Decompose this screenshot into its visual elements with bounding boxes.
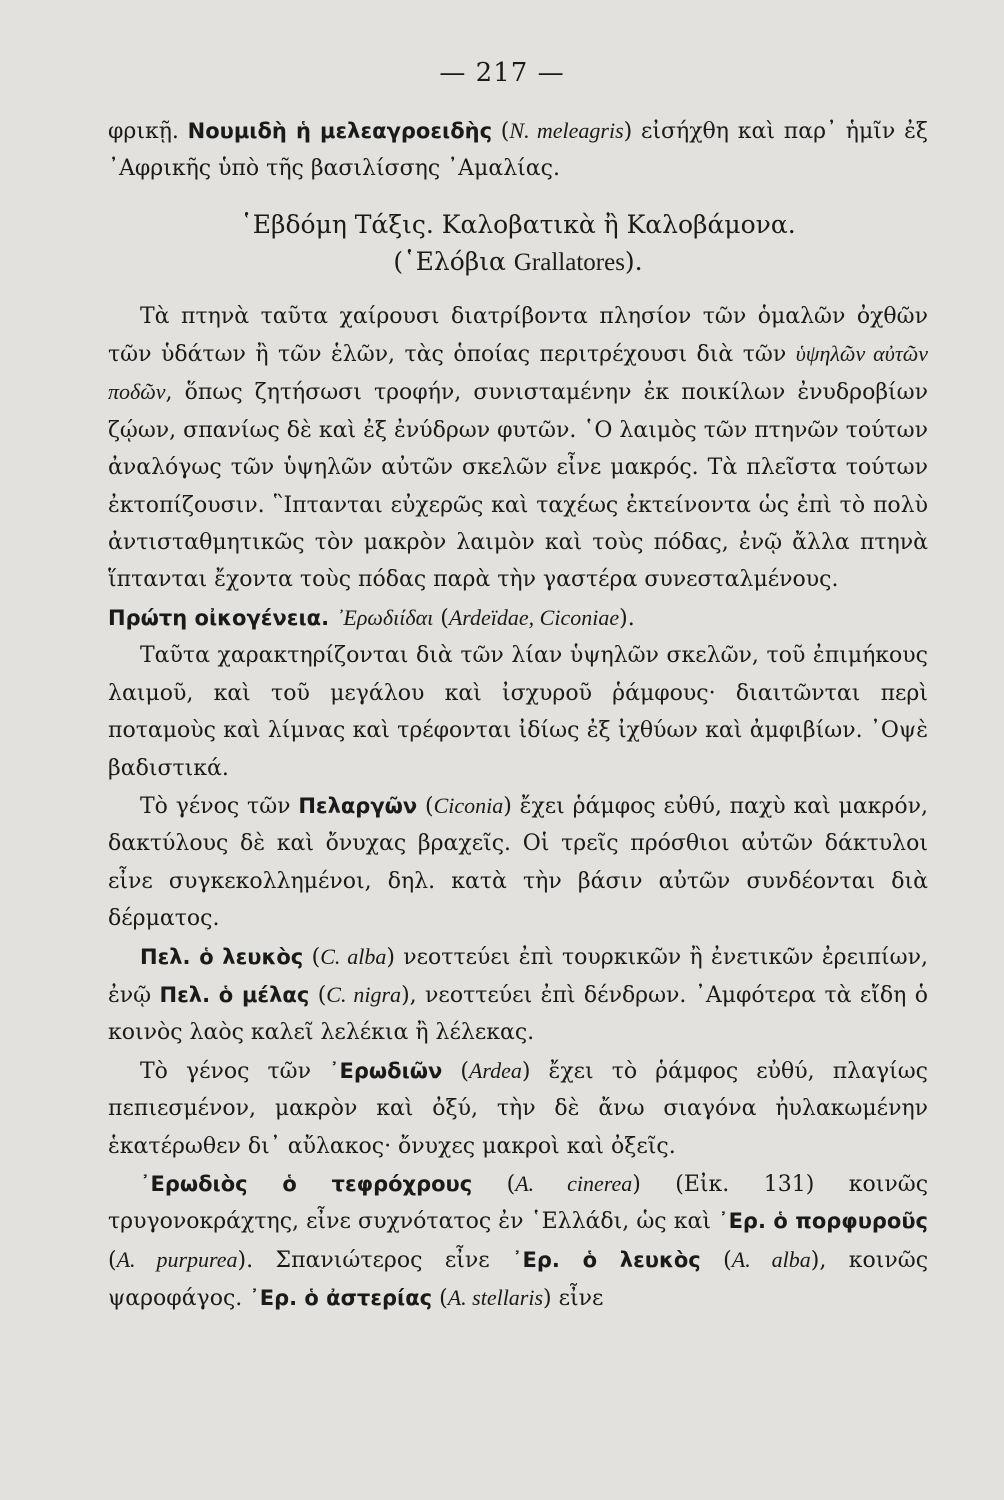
latin-name: Ardea — [468, 1057, 522, 1083]
species-name-bold: ᾽Ερ. ὁ πορφυροῦς — [718, 1209, 928, 1234]
paragraph-herons — [108, 1165, 928, 1318]
paragraph-numida — [108, 112, 928, 188]
text-run: ). — [619, 605, 635, 631]
latin-name: Ardeïdae, Ciconiae — [448, 604, 620, 630]
text-run: ( — [442, 1058, 469, 1084]
latin-name: C. alba — [320, 943, 387, 969]
text-run: ( — [700, 1247, 732, 1273]
text-run: , ὅπως ζητήσωσι τροφήν, συνισταμένην ἐκ ποικίλων ἐνυδροβίων ζῴων, σπανίως δὲ καὶ ἐξ ἐνύδρων φυτῶν. ῾Ο λαιμὸς τῶν πτηνῶν τούτων ἀναλόγως τῶν ὑψηλῶν αὐτῶν σκελῶν εἶνε μακρός. Τὰ πλεῖστα τούτων ἐκτοπίζουσιν. ῝Ιπτανται εὐχερῶς καὶ ταχέως ἐκτείνοντα ὡς ἐπὶ τὸ πολὺ ἀντισταθμητικῶς τὸν μακρὸν λαιμὸν καὶ τοὺς πόδας, ἐνῷ ἄλλα πτηνὰ ἵπτανται ἔχοντα τοὺς πόδας παρὰ τὴν γαστέρα συνεσταλμένους. — [108, 380, 928, 593]
text-run: ) εἰσήχθη καὶ παρ᾽ ἡμῖν ἐξ ᾽Αφρικῆς ὑπὸ τῆς βασιλίσσης ᾽Αμαλίας. — [108, 119, 928, 182]
latin-name: N. meleagris — [509, 118, 624, 143]
text-run: ), κοινῶς ψαροφάγος. — [108, 1247, 929, 1312]
species-name-bold: ᾽Ερ. ὁ λευκὸς — [512, 1247, 701, 1272]
paragraph-ardea — [108, 1052, 928, 1165]
paragraph-family-description: Ταῦτα χαρακτηρίζονται διὰ τῶν λίαν ὑψηλῶν σκελῶν, τοῦ ἐπιμήκους λαιμοῦ, καὶ τοῦ μεγάλου καὶ ἰσχυροῦ ῥάμφους· διαιτῶνται περὶ ποταμοὺς καὶ λίμνας καὶ τρέφονται ἰδίως ἐξ ἰχθύων καὶ ἀμφιβίων. ᾽Οψὲ βαδιστικά. — [108, 643, 928, 781]
page-body — [108, 112, 928, 1318]
page-number: — 217 — — [439, 58, 565, 88]
text-run: ) νεοττεύει ἐπὶ τουρκικῶν ἢ ἐνετικῶν ἐρειπίων, ἐνῷ — [108, 944, 928, 1008]
text-run: ( — [432, 1286, 448, 1312]
text-run — [329, 606, 336, 631]
species-name-bold: Νουμιδὴ ἡ μελεαγροειδὴς — [187, 119, 493, 143]
paragraph-ciconia — [108, 787, 928, 938]
text-run: ( — [417, 793, 434, 819]
text-run: ). Σπανιώτερος εἶνε — [237, 1247, 513, 1273]
text-run: Τὰ πτηνὰ ταῦτα χαίρουσι διατρίβοντα πλησίον τῶν ὁμαλῶν ὀχθῶν τῶν ὑδάτων ἢ τῶν ἑλῶν, τὰς ὁποίας περιτρέχουσι διὰ τῶν — [108, 303, 928, 368]
genus-name-bold: ᾽Ερωδιῶν — [329, 1058, 443, 1083]
species-name-bold: ᾽Ερωδιὸς ὁ τεφρόχρους — [140, 1171, 473, 1196]
text-run: φρικῇ. — [108, 119, 188, 144]
latin-name: A. stellaris — [447, 1285, 544, 1311]
latin-name: Ciconia — [433, 792, 504, 818]
latin-name: C. nigra — [326, 981, 402, 1007]
order-heading: ῾Εβδόμη Τάξις. Καλοβατικὰ ἢ Καλοβάμονα. — [240, 209, 796, 239]
species-name-bold: ᾽Ερ. ὁ ἀστερίας — [249, 1286, 433, 1311]
species-name-bold: Πελ. ὁ μέλας — [159, 982, 310, 1007]
text-run: ) ἔχει ῥάμφος εὐθύ, παχὺ καὶ μακρόν, δακτύλους δὲ καὶ ὄνυχας βραχεῖς. Οἱ τρεῖς πρόσθιοι αὐτῶν δάκτυλοι εἶνε συγκεκολλημένοι, δηλ. κατὰ τὴν βάσιν αὐτῶν συνδέονται διὰ δέρματος. — [108, 793, 928, 932]
latin-name: Grallatores — [513, 249, 625, 277]
text-run: ), νεοττεύει ἐπὶ δένδρων. ᾽Αμφότερα τὰ εἴδη ὁ κοινὸς λαὸς καλεῖ λελέκια ἢ λέλεκας. — [108, 982, 928, 1046]
paragraph-storks — [108, 938, 928, 1052]
text-run: ( — [433, 605, 449, 631]
family-name-italic: ᾽Ερωδιίδαι — [336, 604, 434, 630]
genus-name-bold: Πελαργῶν — [298, 793, 418, 818]
latin-name: A. alba — [731, 1246, 811, 1272]
text-run: ). — [624, 247, 643, 277]
family-heading — [108, 599, 928, 637]
text-run: ( — [472, 1171, 516, 1197]
text-run: ) ἔχει τὸ ῥάμφος εὐθύ, πλαγίως πεπιεσμένον, μακρὸν καὶ ὀξύ, τὴν δὲ ἄνω σιαγόνα ἠυλακωμένην ἑκατέρωθεν δι᾽ αὔλακος· ὄνυχες μακροὶ καὶ ὀξεῖς. — [108, 1058, 928, 1159]
latin-name: A. cinerea — [515, 1170, 633, 1196]
text-run: ) εἶνε — [543, 1286, 604, 1312]
paragraph-order-description — [108, 298, 928, 599]
italic-phrase: ὑψηλῶν αὐτῶν ποδῶν — [108, 341, 928, 405]
species-name-bold: Πελ. ὁ λευκὸς — [140, 944, 304, 969]
text-run: Τὸ γένος τῶν — [140, 793, 299, 819]
text-run: ) (Εἰκ. 131) κοινῶς τρυγονοκράχτης, εἶνε συχνότατος ἐν ῾Ελλάδι, ὡς καὶ — [108, 1171, 929, 1235]
text-run: ( — [492, 119, 510, 144]
text-run: ( — [108, 1247, 117, 1273]
text-run: ( — [303, 944, 321, 970]
latin-name: A. purpurea — [116, 1246, 238, 1272]
family-title-bold: Πρώτη οἰκογένεια. — [108, 605, 330, 630]
order-subheading — [108, 243, 928, 281]
text-run: Τὸ γένος τῶν — [140, 1058, 330, 1084]
text-run: ( — [309, 982, 327, 1008]
text-run: (῾Ελόβια — [393, 247, 514, 277]
